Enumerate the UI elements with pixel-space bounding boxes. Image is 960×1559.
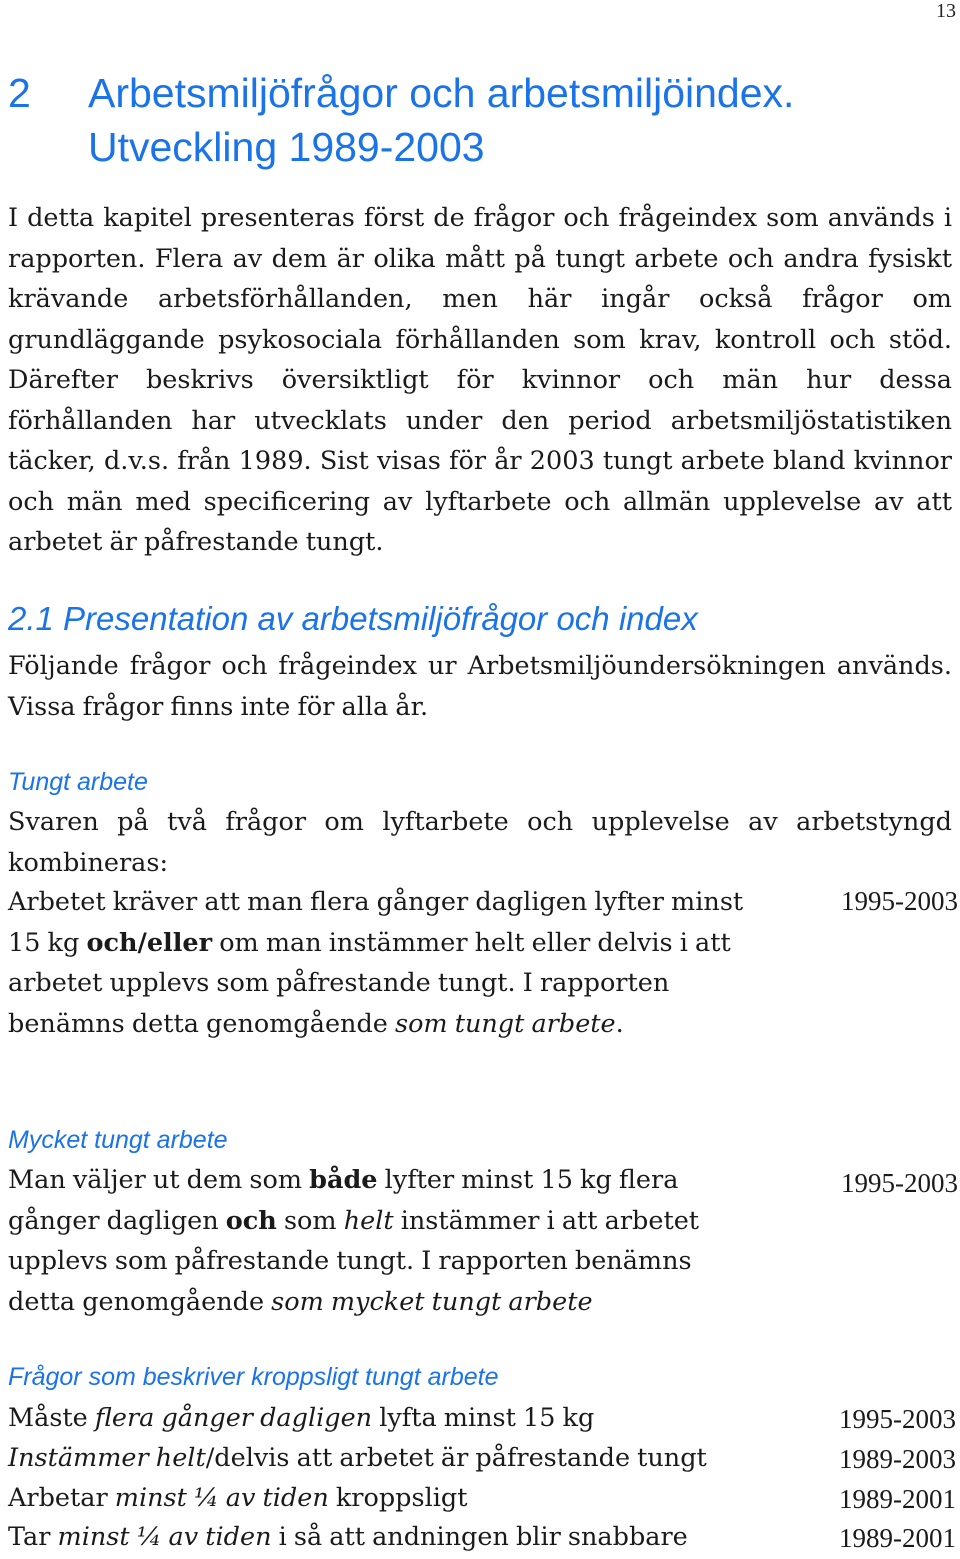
chapter-heading (8, 66, 948, 174)
def-text-part: som (276, 1205, 344, 1236)
mycket-tungt-heading: Mycket tungt arbete (8, 1126, 228, 1154)
def-text-part: om man instämmer helt eller delvis i att arbetet upplevs som påfrestande tungt. I rapporten benämns detta genomgående (8, 927, 731, 1039)
question-years: 1989-2001 (839, 1523, 956, 1553)
def-text-part: Arbetet kräver att man flera gånger dagligen lyfter minst 15 kg (8, 887, 744, 958)
def-text-bold: och/eller (86, 927, 213, 958)
tungt-arbete-definition (8, 882, 753, 1044)
tungt-arbete-lead: Svaren på två frågor om lyftarbete och upplevelse av arbetstyngd kombineras: (8, 807, 952, 878)
mycket-tungt-years: 1995-2003 (841, 1168, 958, 1198)
section-intro-paragraph: Följande frågor och frågeindex ur Arbetsmiljöundersökningen används. Vissa frågor finns inte för alla år. (8, 651, 952, 722)
q-italic: Instämmer helt (8, 1443, 206, 1473)
q-part: lyfta minst 15 kg (372, 1403, 595, 1433)
q-part: Måste (8, 1403, 95, 1433)
intro-paragraph: I detta kapitel presenteras först de frågor och frågeindex som används i rapporten. Flera av dem är olika mått på tungt arbete och andra fysiskt krävande arbetsförhållanden, men här ingår också frågor om grundläggande psykosociala förhållanden som krav, kontroll och stöd. Därefter beskrivs översiktligt för kvinnor och män hur dessa förhållanden har utvecklats under den period arbetsmiljöstatistiken täcker, d.v.s. från 1989. Sist visas för år 2003 tungt arbete bland kvinnor och män med specificering av lyftarbete och allmän upplevelse av att arbetet är påfrestande tungt. (8, 203, 952, 557)
question-text (8, 1478, 467, 1518)
mycket-tungt-definition (8, 1160, 753, 1322)
chapter-number: 2 (8, 70, 31, 116)
def-text-part: lyfter minst 15 kg flera gånger dagligen (8, 1165, 679, 1236)
def-text-bold: och (225, 1205, 277, 1236)
q-part: Arbetar (8, 1483, 115, 1513)
q-part: i så att andningen blir snabbare (271, 1522, 688, 1552)
question-row (8, 1438, 958, 1478)
question-years: 1989-2001 (839, 1484, 956, 1514)
q-italic: minst ¼ av tiden (57, 1522, 272, 1552)
q-part: /delvis att arbetet är påfrestande tungt (205, 1443, 707, 1473)
section-heading: 2.1 Presentation av arbetsmiljöfrågor och index (8, 600, 698, 637)
chapter-title-line2: Utveckling 1989-2003 (88, 124, 485, 170)
chapter-title-line1: Arbetsmiljöfrågor och arbetsmiljöindex. (88, 70, 795, 116)
q-part: Tar (8, 1522, 58, 1552)
page-number: 13 (936, 0, 956, 22)
question-years: 1995-2003 (839, 1404, 956, 1434)
q-part: kroppsligt (328, 1483, 468, 1513)
def-text-part: instämmer i att arbetet upplevs som påfrestande tungt. I rapporten benämns detta genomgående (8, 1205, 700, 1317)
def-text-bold: både (309, 1165, 378, 1195)
def-text-part: . (615, 1008, 624, 1039)
tungt-arbete-years: 1995-2003 (841, 886, 958, 916)
tungt-arbete-heading: Tungt arbete (8, 768, 148, 796)
question-text (8, 1517, 688, 1557)
def-text-italic: som tungt arbete (394, 1008, 616, 1039)
question-years: 1989-2003 (839, 1444, 956, 1474)
q-italic: minst ¼ av tiden (114, 1483, 329, 1513)
q-italic: flera gånger dagligen (94, 1403, 373, 1433)
question-text (8, 1438, 707, 1478)
question-row (8, 1398, 958, 1438)
question-row (8, 1517, 958, 1557)
def-text-part: Man väljer ut dem som (8, 1165, 310, 1195)
question-text (8, 1398, 594, 1438)
question-row (8, 1478, 958, 1518)
kroppsligt-heading: Frågor som beskriver kroppsligt tungt arbete (8, 1363, 499, 1391)
def-text-italic: helt (343, 1205, 394, 1236)
def-text-italic: som mycket tungt arbete (271, 1286, 593, 1317)
